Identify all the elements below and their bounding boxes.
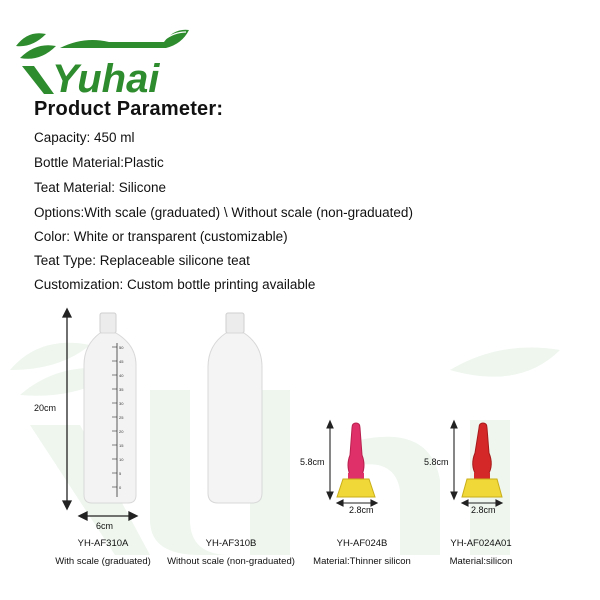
scale-number: 30 xyxy=(119,401,124,406)
model-label: YH-AF024B xyxy=(336,538,388,549)
scale-number: 35 xyxy=(119,387,124,392)
scale-number: 50 xyxy=(119,345,124,350)
param-customization: Customization: Custom bottle printing available xyxy=(34,277,316,292)
bottle-graduated xyxy=(84,313,136,503)
brand-logo xyxy=(14,18,204,98)
param-options: Options:With scale (graduated) \ Without scale (non-graduated) xyxy=(34,205,413,220)
height-arrow xyxy=(63,309,71,509)
scale-number: 10 xyxy=(119,457,124,462)
width-arrow xyxy=(79,512,137,520)
model-desc: Material:silicon xyxy=(449,556,513,567)
width-label-teat2: 2.8cm xyxy=(471,505,496,515)
scale-number: 40 xyxy=(119,373,124,378)
scale-number: 25 xyxy=(119,415,124,420)
height-label-teat2: 5.8cm xyxy=(424,457,449,467)
param-capacity: Capacity: 450 ml xyxy=(34,130,135,145)
model-label: YH-AF024A01 xyxy=(450,538,512,549)
teat2-height-arrow xyxy=(451,421,457,499)
logo-text: Yuhai xyxy=(52,57,160,98)
width-label-teat1: 2.8cm xyxy=(349,505,374,515)
param-bottle-material: Bottle Material:Plastic xyxy=(34,155,164,170)
scale-number: 20 xyxy=(119,429,124,434)
page-title: Product Parameter: xyxy=(34,98,224,120)
product-figure xyxy=(0,305,600,535)
model-desc: Without scale (non-graduated) xyxy=(167,556,295,567)
teat-red xyxy=(462,423,502,497)
param-teat-material: Teat Material: Silicone xyxy=(34,180,167,195)
model-label: YH-AF310A xyxy=(77,538,129,549)
model-label: YH-AF310B xyxy=(205,538,257,549)
height-label-bottle: 20cm xyxy=(34,403,57,413)
teat1-height-arrow xyxy=(327,421,333,499)
scale-number: 45 xyxy=(119,359,124,364)
teat-pink xyxy=(337,423,375,497)
scale-number: 0 xyxy=(119,485,122,490)
scale-number: 5 xyxy=(119,471,122,476)
model-desc: Material:Thinner silicon xyxy=(313,556,411,567)
scale-number: 15 xyxy=(119,443,124,448)
height-label-teat1: 5.8cm xyxy=(300,457,325,467)
width-label-bottle: 6cm xyxy=(96,521,114,531)
param-teat-type: Teat Type: Replaceable silicone teat xyxy=(34,253,250,268)
model-desc: With scale (graduated) xyxy=(55,556,151,567)
param-color: Color: White or transparent (customizable) xyxy=(34,229,288,244)
bottle-plain xyxy=(208,313,262,503)
